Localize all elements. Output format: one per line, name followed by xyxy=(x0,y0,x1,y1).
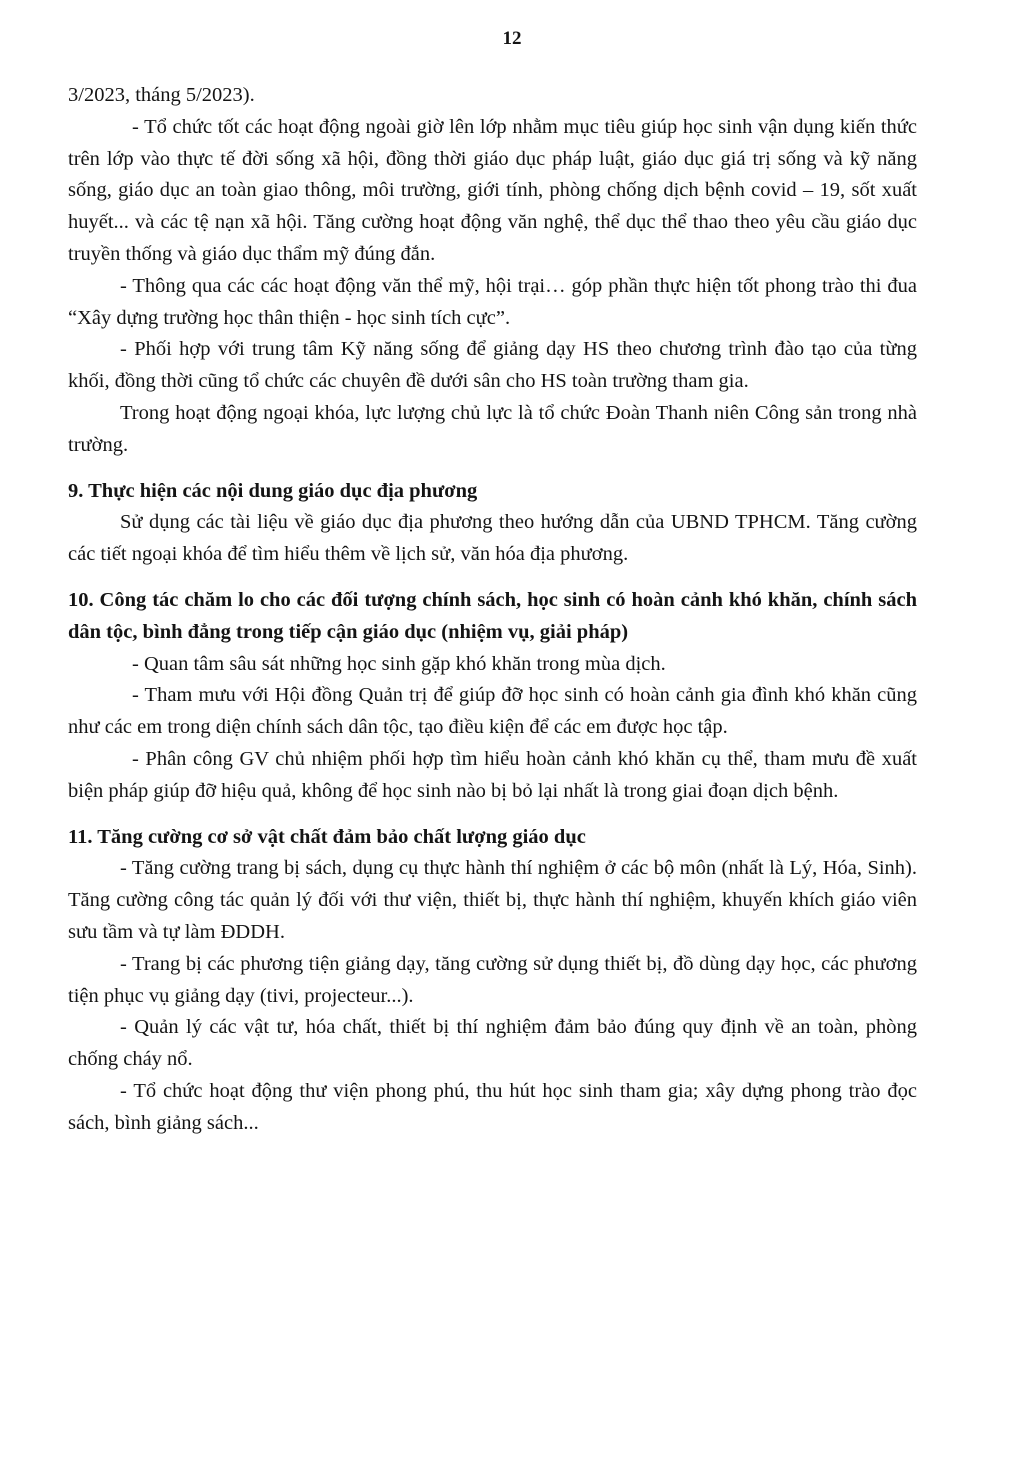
paragraph: - Tổ chức tốt các hoạt động ngoài giờ lên lớp nhằm mục tiêu giúp học sinh vận dụng kiến thức trên lớp vào thực tế đời sống xã hội, đồng thời giáo dục pháp luật, giáo dục giá trị sống và kỹ năng sống, giáo dục an toàn giao thông, môi trường, giới tính, phòng chống dịch bệnh covid – 19, sốt xuất huyết... và các tệ nạn xã hội. Tăng cường hoạt động văn nghệ, thể dục thể thao theo yêu cầu giáo dục truyền thống và giáo dục thẩm mỹ đúng đắn. xyxy=(68,115,917,265)
paragraph: - Phối hợp với trung tâm Kỹ năng sống để giảng dạy HS theo chương trình đào tạo của từng khối, đồng thời cũng tổ chức các chuyên đề dưới sân cho HS toàn trường tham gia. xyxy=(68,338,917,393)
section-gap xyxy=(68,462,917,476)
section-gap xyxy=(68,808,917,822)
section-10-heading: 10. Công tác chăm lo cho các đối tượng chính sách, học sinh có hoàn cảnh khó khăn, chính sách dân tộc, bình đẳng trong tiếp cận giáo dục (nhiệm vụ, giải pháp) xyxy=(68,588,917,643)
section-11-item: - Tổ chức hoạt động thư viện phong phú, thu hút học sinh tham gia; xây dựng phong trào đọc sách, bình giảng sách... xyxy=(68,1079,917,1134)
paragraph: - Thông qua các các hoạt động văn thể mỹ, hội trại… góp phần thực hiện tốt phong trào thi đua “Xây dựng trường học thân thiện - học sinh tích cực”. xyxy=(68,274,917,329)
section-11-item: - Trang bị các phương tiện giảng dạy, tăng cường sử dụng thiết bị, đồ dùng dạy học, các phương tiện phục vụ giảng dạy (tivi, projecteur...). xyxy=(68,952,917,1007)
paragraph: Trong hoạt động ngoại khóa, lực lượng chủ lực là tổ chức Đoàn Thanh niên Công sản trong nhà trường. xyxy=(68,401,917,456)
section-10-item: - Tham mưu với Hội đồng Quản trị để giúp đỡ học sinh có hoàn cảnh gia đình khó khăn cũng như các em trong diện chính sách dân tộc, tạo điều kiện để các em được học tập. xyxy=(68,684,917,739)
section-10-item: - Phân công GV chủ nhiệm phối hợp tìm hiểu hoàn cảnh khó khăn cụ thể, tham mưu đề xuất biện pháp giúp đỡ hiệu quả, không để học sinh nào bị bỏ lại nhất là trong giai đoạn dịch bệnh. xyxy=(68,747,917,802)
section-9-heading: 9. Thực hiện các nội dung giáo dục địa phương xyxy=(68,479,478,502)
document-body xyxy=(68,80,917,1140)
continuation-line: 3/2023, tháng 5/2023). xyxy=(68,84,255,106)
page-number: 12 xyxy=(502,28,522,49)
section-9-body: Sử dụng các tài liệu về giáo dục địa phương theo hướng dẫn của UBND TPHCM. Tăng cường các tiết ngoại khóa để tìm hiểu thêm về lịch sử, văn hóa địa phương. xyxy=(68,511,917,566)
section-11-heading: 11. Tăng cường cơ sở vật chất đảm bảo chất lượng giáo dục xyxy=(68,825,586,848)
section-10-item: - Quan tâm sâu sát những học sinh gặp khó khăn trong mùa dịch. xyxy=(132,652,666,675)
section-gap xyxy=(68,571,917,585)
section-11-item: - Tăng cường trang bị sách, dụng cụ thực hành thí nghiệm ở các bộ môn (nhất là Lý, Hóa, Sinh). Tăng cường công tác quản lý đối với thư viện, thiết bị, thực hành thí nghiệm, khuyến khích giáo viên sưu tầm và tự làm ĐDDH. xyxy=(68,857,917,943)
section-11-item: - Quản lý các vật tư, hóa chất, thiết bị thí nghiệm đảm bảo đúng quy định về an toàn, phòng chống cháy nổ. xyxy=(68,1016,917,1071)
